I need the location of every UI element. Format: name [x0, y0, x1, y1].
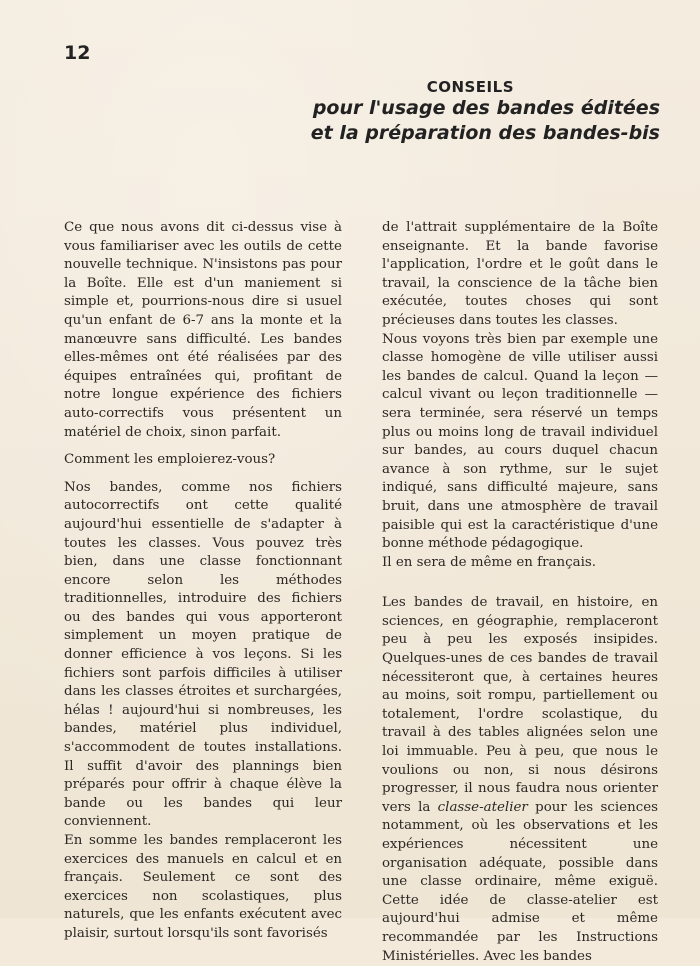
left-column [64, 219, 342, 944]
paragraph-text: Les bandes de travail, en histoire, en sciences, en géographie, remplaceront peu à peu les exposés insipides. Quelques-unes de ces bandes de travail nécessiteront que, à certaines heures au moins, soit rompu, partiellement ou totalement, l'ordre scolastique, du travail à des tables alignées selon une loi immuable. Peu à peu, que nous le voulions ou non, si nous désirons progresser, il nous faudra nous orienter vers la [382, 595, 658, 815]
heading-title: CONSEILS [426, 78, 514, 96]
heading-line-2: et la préparation des bandes-bis [310, 122, 660, 144]
page-number: 12 [64, 42, 91, 64]
right-column [382, 219, 658, 966]
paragraph: Nos bandes, comme nos fichiers autocorrectifs ont cette qualité aujourd'hui essentielle de s'adapter à toutes les classes. Vous pouvez très bien, dans une classe fonctionnant encore selon les méthodes traditionnelles, introduire des fichiers ou des bandes qui vous apporteront simplement un moyen pratique de donner efficience à vos leçons. Si les fichiers sont parfois difficiles à utiliser dans les classes étroites et surchargées, hélas ! aujourd'hui si nombreuses, les bandes, matériel plus individuel, s'accommodent de toutes installations. Il suffit d'avoir des plannings bien préparés pour offrir à chaque élève la bande ou les bandes qui leur conviennent. [64, 479, 342, 830]
heading-line-1: pour l'usage des bandes éditées [312, 97, 660, 119]
paragraph: En somme les bandes remplaceront les exercices des manuels en calcul et en français. Seulement ce sont des exercices non scolastiques, plus naturels, que les enfants exécutent avec plaisir, surtout lorsqu'ils sont favorisés [64, 833, 342, 941]
emphasized-term: classe-atelier [437, 799, 528, 815]
paragraph: de l'attrait supplémentaire de la Boîte enseignante. Et la bande favorise l'application, l'ordre et le goût dans le travail, la conscience de la tâche bien exécutée, toutes choses qui sont précieuses dans toutes les classes. [382, 220, 658, 328]
question-paragraph: Comment les emploierez-vous? [64, 452, 276, 468]
paragraph: Nous voyons très bien par exemple une classe homogène de ville utiliser aussi les bandes de calcul. Quand la leçon — calcul vivant ou leçon traditionnelle — sera terminée, sera réservé un temps plus ou moins long de travail individuel sur bandes, au cours duquel chacun avance à son rythme, sur le sujet indiqué, sans difficulté majeure, sans bruit, dans une atmosphère de travail paisible qui est la caractéristique d'une bonne méthode pédagogique. [382, 331, 658, 552]
paragraph: Il en sera de même en français. [382, 554, 596, 570]
section-heading [240, 78, 660, 146]
paragraph: Ce que nous avons dit ci-dessus vise à vous familiariser avec les outils de cette nouvelle technique. N'insistons pas pour la Boîte. Elle est d'un maniement si simple et, pourrions-nous dire si usuel qu'un enfant de 6-7 ans la monte et la manœuvre sans difficulté. Les bandes elles-mêmes ont été réalisées par des équipes entraînées qui, profitant de notre longue expérience des fichiers auto-correctifs vous présentent un matériel de choix, sinon parfait. [64, 220, 342, 440]
paragraph [382, 594, 658, 966]
paragraph-text: pour les sciences notamment, où les observations et les expériences nécessitent une organisation adéquate, possible dans une classe ordinaire, même exiguë. Cette idée de classe-atelier est aujourd'hui admise et même recommandée par les Instructions Ministérielles. Avec les bandes [382, 799, 658, 964]
